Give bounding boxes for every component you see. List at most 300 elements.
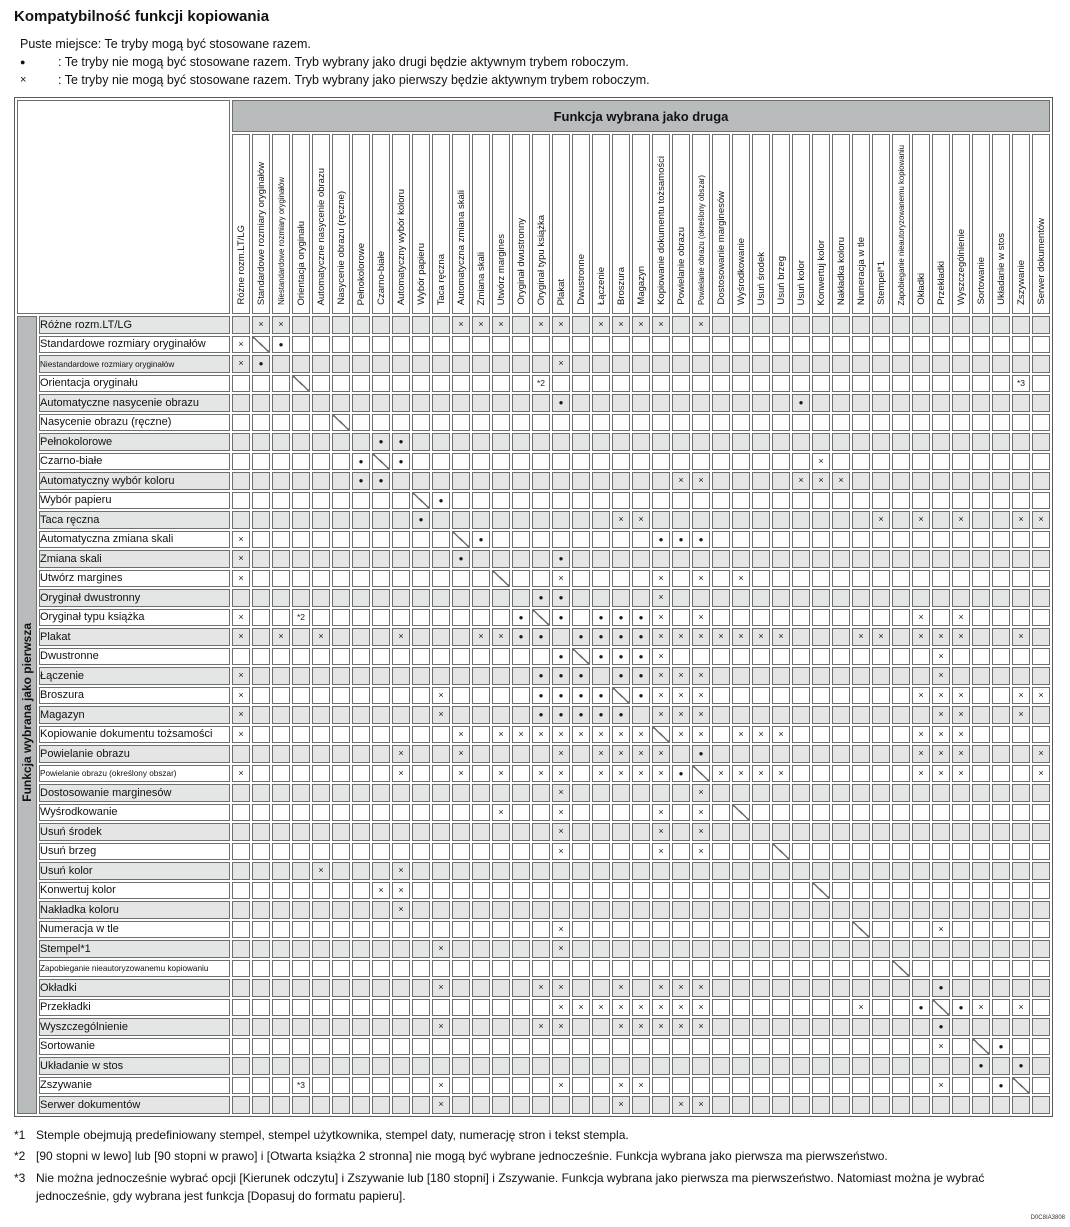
matrix-cell: ●	[632, 687, 650, 705]
matrix-cell	[612, 1038, 630, 1056]
matrix-cell	[812, 823, 830, 841]
matrix-cell: ×	[552, 316, 570, 334]
matrix-cell	[732, 336, 750, 354]
matrix-cell	[892, 901, 910, 919]
matrix-cell: ●	[612, 667, 630, 685]
row-label-text: Sortowanie	[40, 1040, 96, 1053]
row-label-text: Kopiowanie dokumentu tożsamości	[40, 728, 213, 741]
matrix-cell	[992, 1096, 1010, 1114]
row-label-text: Usuń środek	[40, 825, 102, 838]
matrix-cell	[592, 492, 610, 510]
matrix-cell	[292, 745, 310, 763]
matrix-diagonal-cell	[472, 550, 490, 568]
matrix-cell	[992, 921, 1010, 939]
matrix-cell: ×	[232, 531, 250, 549]
matrix-cell	[952, 960, 970, 978]
column-header	[552, 134, 570, 314]
matrix-cell	[292, 453, 310, 471]
matrix-cell	[332, 648, 350, 666]
matrix-cell	[792, 960, 810, 978]
matrix-cell	[852, 784, 870, 802]
matrix-cell	[612, 375, 630, 393]
matrix-cell	[272, 979, 290, 997]
column-header-label: Różne rozm.LT/LG	[236, 225, 247, 305]
matrix-cell	[1032, 414, 1050, 432]
matrix-cell	[592, 1057, 610, 1075]
matrix-cell	[292, 648, 310, 666]
matrix-cell	[792, 355, 810, 373]
matrix-cell	[412, 843, 430, 861]
matrix-cell	[1032, 667, 1050, 685]
matrix-cell	[452, 1096, 470, 1114]
matrix-cell	[292, 687, 310, 705]
matrix-cell	[952, 667, 970, 685]
matrix-cell	[772, 804, 790, 822]
matrix-cell	[892, 648, 910, 666]
first-function-header	[17, 316, 37, 1114]
matrix-cell	[512, 901, 530, 919]
matrix-cell	[632, 531, 650, 549]
matrix-cell	[732, 394, 750, 412]
matrix-diagonal-cell	[792, 862, 810, 880]
matrix-cell	[552, 375, 570, 393]
matrix-cell	[472, 1096, 490, 1114]
matrix-cell: ×	[652, 609, 670, 627]
matrix-cell	[772, 921, 790, 939]
matrix-cell	[972, 745, 990, 763]
matrix-diagonal-cell	[892, 960, 910, 978]
matrix-cell	[992, 492, 1010, 510]
matrix-cell	[632, 375, 650, 393]
matrix-cell	[652, 1096, 670, 1114]
matrix-cell	[692, 375, 710, 393]
matrix-cell	[512, 882, 530, 900]
matrix-cell	[992, 843, 1010, 861]
matrix-cell	[772, 589, 790, 607]
matrix-cell: ×	[932, 687, 950, 705]
matrix-cell	[632, 570, 650, 588]
matrix-cell	[732, 1096, 750, 1114]
row-label	[39, 765, 230, 783]
matrix-cell	[872, 687, 890, 705]
matrix-row	[17, 375, 1050, 393]
legend-text: Puste miejsce: Te tryby mogą być stosowane razem.	[20, 37, 311, 51]
matrix-cell	[992, 979, 1010, 997]
matrix-cell	[952, 784, 970, 802]
matrix-cell	[632, 414, 650, 432]
matrix-cell: ×	[612, 979, 630, 997]
matrix-cell	[732, 921, 750, 939]
matrix-cell	[712, 999, 730, 1017]
matrix-cell	[892, 414, 910, 432]
matrix-cell	[232, 784, 250, 802]
matrix-cell: ×	[972, 999, 990, 1017]
column-header	[672, 134, 690, 314]
matrix-cell	[292, 531, 310, 549]
matrix-cell	[512, 648, 530, 666]
matrix-cell	[472, 765, 490, 783]
matrix-cell	[292, 901, 310, 919]
matrix-cell	[492, 706, 510, 724]
matrix-cell	[592, 550, 610, 568]
matrix-cell	[1032, 453, 1050, 471]
matrix-cell: ●	[432, 492, 450, 510]
matrix-cell	[712, 960, 730, 978]
matrix-cell	[672, 1038, 690, 1056]
matrix-cell: ×	[692, 667, 710, 685]
matrix-cell	[652, 940, 670, 958]
matrix-cell	[732, 609, 750, 627]
matrix-cell	[372, 999, 390, 1017]
matrix-cell	[412, 999, 430, 1017]
matrix-cell	[832, 511, 850, 529]
matrix-diagonal-cell	[592, 667, 610, 685]
column-header	[832, 134, 850, 314]
matrix-cell	[672, 570, 690, 588]
matrix-cell	[712, 804, 730, 822]
matrix-cell	[992, 901, 1010, 919]
matrix-diagonal-cell	[432, 511, 450, 529]
matrix-cell	[932, 901, 950, 919]
matrix-cell	[792, 804, 810, 822]
matrix-cell	[772, 706, 790, 724]
matrix-cell	[692, 492, 710, 510]
matrix-cell	[492, 823, 510, 841]
matrix-cell: ×	[1012, 511, 1030, 529]
column-header-label: Usuń środek	[756, 251, 767, 305]
matrix-cell	[352, 316, 370, 334]
column-header-label: Kopiowanie dokumentu tożsamości	[656, 156, 667, 305]
matrix-row	[17, 687, 1050, 705]
matrix-cell	[332, 355, 350, 373]
matrix-cell	[412, 472, 430, 490]
matrix-cell: ×	[752, 628, 770, 646]
matrix-cell: ×	[492, 316, 510, 334]
matrix-cell	[872, 336, 890, 354]
matrix-cell: ×	[612, 745, 630, 763]
matrix-cell	[532, 882, 550, 900]
matrix-cell: ×	[672, 687, 690, 705]
matrix-cell	[572, 394, 590, 412]
matrix-cell: ×	[672, 1018, 690, 1036]
matrix-cell: ×	[532, 316, 550, 334]
matrix-cell: ●	[352, 472, 370, 490]
matrix-cell	[992, 355, 1010, 373]
matrix-cell: ×	[492, 726, 510, 744]
matrix-cell: ×	[512, 726, 530, 744]
matrix-cell	[232, 940, 250, 958]
column-header	[612, 134, 630, 314]
matrix-cell	[892, 979, 910, 997]
matrix-cell	[232, 862, 250, 880]
matrix-cell	[832, 999, 850, 1017]
row-label-text: Łączenie	[40, 669, 85, 682]
column-header-label: Konwertuj kolor	[816, 239, 827, 305]
matrix-cell	[932, 375, 950, 393]
matrix-cell	[932, 394, 950, 412]
matrix-cell	[352, 394, 370, 412]
matrix-cell	[532, 901, 550, 919]
matrix-cell: ●	[512, 609, 530, 627]
matrix-cell	[452, 511, 470, 529]
matrix-cell	[472, 784, 490, 802]
matrix-cell: ●	[632, 628, 650, 646]
matrix-cell	[392, 823, 410, 841]
footnote-text: Nie można jednocześnie wybrać opcji [Kierunek odczytu] i Zszywanie lub [180 stopni] i Zszywanie. Funkcja wybrana jako pierwsza ma pierwszeństwo. Natomiast można je wybrać jednocześnie, gdy wybrana jest funkcja [Dopasuj do formatu papieru].	[36, 1170, 985, 1203]
matrix-cell	[832, 648, 850, 666]
matrix-cell	[252, 394, 270, 412]
matrix-cell	[592, 375, 610, 393]
matrix-cell	[472, 453, 490, 471]
matrix-cell	[372, 355, 390, 373]
matrix-cell	[372, 1096, 390, 1114]
matrix-cell	[332, 726, 350, 744]
matrix-cell	[672, 511, 690, 529]
matrix-cell: ×	[752, 765, 770, 783]
matrix-cell	[812, 394, 830, 412]
matrix-cell	[272, 940, 290, 958]
row-label-text: Automatyczny wybór koloru	[40, 474, 175, 487]
matrix-cell	[732, 492, 750, 510]
matrix-cell	[312, 414, 330, 432]
matrix-cell	[412, 531, 430, 549]
matrix-cell	[872, 1038, 890, 1056]
matrix-cell	[512, 492, 530, 510]
matrix-cell	[372, 492, 390, 510]
matrix-row	[17, 804, 1050, 822]
matrix-cell	[972, 804, 990, 822]
matrix-cell	[412, 1038, 430, 1056]
matrix-cell	[932, 843, 950, 861]
matrix-cell	[772, 745, 790, 763]
matrix-cell: ×	[552, 570, 570, 588]
matrix-cell	[472, 979, 490, 997]
matrix-cell	[1032, 843, 1050, 861]
column-header-label: Oryginał dwustronny	[516, 218, 527, 305]
matrix-cell	[752, 843, 770, 861]
matrix-cell: ×	[492, 628, 510, 646]
row-label-text: Nasycenie obrazu (ręczne)	[40, 416, 172, 429]
matrix-cell	[672, 433, 690, 451]
matrix-cell	[272, 843, 290, 861]
matrix-cell	[912, 355, 930, 373]
matrix-cell: ×	[652, 648, 670, 666]
matrix-cell: ●	[572, 667, 590, 685]
matrix-cell	[872, 765, 890, 783]
matrix-cell	[812, 1096, 830, 1114]
matrix-cell	[612, 823, 630, 841]
matrix-cell	[512, 414, 530, 432]
column-header	[272, 134, 290, 314]
matrix-cell: ×	[392, 901, 410, 919]
matrix-cell: ×	[652, 628, 670, 646]
matrix-cell: *3	[1012, 375, 1030, 393]
matrix-cell: ●	[532, 589, 550, 607]
matrix-cell	[912, 823, 930, 841]
matrix-cell	[772, 823, 790, 841]
matrix-cell	[792, 570, 810, 588]
matrix-cell	[412, 628, 430, 646]
matrix-cell	[832, 1038, 850, 1056]
row-label	[39, 589, 230, 607]
matrix-cell	[332, 823, 350, 841]
matrix-cell	[652, 1057, 670, 1075]
matrix-cell	[272, 960, 290, 978]
matrix-cell	[712, 492, 730, 510]
matrix-cell: ×	[1032, 765, 1050, 783]
matrix-cell	[472, 940, 490, 958]
matrix-cell	[812, 336, 830, 354]
matrix-cell	[472, 960, 490, 978]
matrix-cell	[772, 316, 790, 334]
matrix-cell	[252, 648, 270, 666]
matrix-cell	[352, 1057, 370, 1075]
matrix-cell: ×	[932, 667, 950, 685]
matrix-cell	[292, 843, 310, 861]
matrix-cell: ×	[932, 726, 950, 744]
matrix-cell	[1032, 355, 1050, 373]
column-header-label: Wybór papieru	[416, 243, 427, 305]
matrix-cell	[832, 862, 850, 880]
matrix-cell	[532, 570, 550, 588]
matrix-cell	[732, 823, 750, 841]
matrix-cell	[932, 511, 950, 529]
matrix-cell	[872, 745, 890, 763]
matrix-cell	[892, 921, 910, 939]
matrix-cell	[252, 433, 270, 451]
matrix-cell	[612, 433, 630, 451]
row-label-text: Orientacja oryginału	[40, 377, 138, 390]
matrix-cell	[712, 1038, 730, 1056]
matrix-cell	[812, 609, 830, 627]
matrix-cell	[372, 628, 390, 646]
matrix-cell	[812, 804, 830, 822]
matrix-cell	[412, 823, 430, 841]
matrix-cell	[232, 1038, 250, 1056]
matrix-cell	[1032, 589, 1050, 607]
column-header	[972, 134, 990, 314]
matrix-cell	[572, 979, 590, 997]
matrix-cell	[452, 394, 470, 412]
matrix-cell	[792, 1096, 810, 1114]
matrix-cell	[712, 472, 730, 490]
matrix-cell	[892, 453, 910, 471]
matrix-cell	[812, 492, 830, 510]
page-title: Kompatybilność funkcji kopiowania	[14, 8, 270, 25]
column-header	[532, 134, 550, 314]
matrix-cell	[392, 570, 410, 588]
matrix-cell	[972, 316, 990, 334]
matrix-cell	[572, 1057, 590, 1075]
matrix-cell: ×	[652, 823, 670, 841]
matrix-cell	[592, 862, 610, 880]
matrix-cell	[772, 940, 790, 958]
matrix-cell	[672, 940, 690, 958]
matrix-cell	[872, 823, 890, 841]
matrix-cell: ×	[952, 511, 970, 529]
matrix-cell	[832, 667, 850, 685]
matrix-cell	[1012, 336, 1030, 354]
matrix-cell	[292, 355, 310, 373]
matrix-cell	[732, 667, 750, 685]
matrix-cell	[472, 336, 490, 354]
matrix-cell: ×	[552, 979, 570, 997]
matrix-cell: ●	[552, 648, 570, 666]
matrix-cell	[412, 1077, 430, 1095]
matrix-cell	[492, 492, 510, 510]
column-header-label: Stempel*1	[876, 261, 887, 305]
matrix-cell	[472, 472, 490, 490]
matrix-cell	[312, 765, 330, 783]
matrix-cell	[712, 1057, 730, 1075]
matrix-cell	[612, 882, 630, 900]
matrix-cell	[532, 472, 550, 490]
matrix-cell	[912, 472, 930, 490]
row-label-text: Dwustronne	[40, 650, 99, 663]
matrix-cell	[732, 1077, 750, 1095]
matrix-cell	[912, 316, 930, 334]
matrix-cell	[852, 414, 870, 432]
matrix-cell	[732, 940, 750, 958]
matrix-cell	[432, 375, 450, 393]
matrix-cell	[952, 921, 970, 939]
matrix-cell: ×	[612, 1096, 630, 1114]
column-header-label: Nakładka koloru	[836, 236, 847, 305]
row-label-text: Czarno-białe	[40, 455, 103, 468]
matrix-cell	[772, 550, 790, 568]
row-label	[39, 901, 230, 919]
matrix-cell	[292, 706, 310, 724]
second-function-header: Funkcja wybrana jako druga	[232, 100, 1050, 132]
matrix-cell	[892, 394, 910, 412]
matrix-cell	[352, 531, 370, 549]
matrix-cell	[712, 511, 730, 529]
matrix-cell	[472, 433, 490, 451]
matrix-cell	[532, 745, 550, 763]
matrix-cell: ●	[392, 453, 410, 471]
matrix-cell	[272, 901, 290, 919]
column-header	[312, 134, 330, 314]
matrix-cell	[472, 511, 490, 529]
matrix-cell	[592, 882, 610, 900]
matrix-cell	[512, 843, 530, 861]
matrix-cell	[732, 784, 750, 802]
matrix-cell	[1012, 960, 1030, 978]
matrix-cell	[332, 531, 350, 549]
matrix-cell: ×	[672, 999, 690, 1017]
matrix-cell	[792, 433, 810, 451]
row-label	[39, 433, 230, 451]
matrix-diagonal-cell	[452, 531, 470, 549]
matrix-cell	[232, 823, 250, 841]
matrix-cell: ●	[572, 628, 590, 646]
matrix-cell	[852, 550, 870, 568]
matrix-cell	[312, 1077, 330, 1095]
matrix-cell	[812, 648, 830, 666]
matrix-cell	[312, 492, 330, 510]
matrix-diagonal-cell	[672, 745, 690, 763]
matrix-cell	[772, 882, 790, 900]
matrix-cell	[932, 940, 950, 958]
matrix-cell	[332, 804, 350, 822]
matrix-cell	[352, 648, 370, 666]
matrix-cell: ×	[392, 628, 410, 646]
matrix-cell	[452, 1077, 470, 1095]
column-header-label: Plakat	[556, 278, 567, 305]
matrix-cell	[672, 648, 690, 666]
matrix-cell	[672, 316, 690, 334]
matrix-cell: ●	[992, 1038, 1010, 1056]
